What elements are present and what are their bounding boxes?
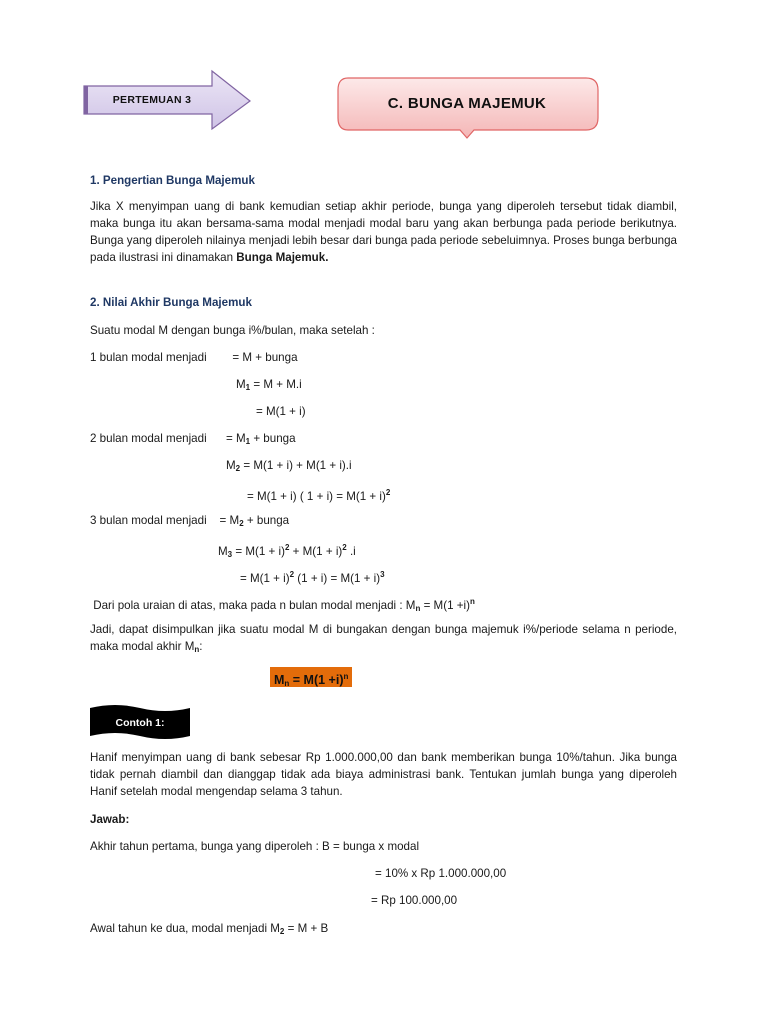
derivation-line-8 [218, 539, 356, 563]
section1-paragraph [90, 198, 677, 266]
m-symbol: M [218, 545, 228, 558]
expression: = M + M.i [250, 378, 302, 391]
derivation-line-2 [236, 376, 302, 396]
expression: = M + B [284, 922, 329, 935]
expression: + M(1 + i) [289, 545, 343, 558]
expression: + bunga [243, 514, 290, 527]
expression: 2 bulan modal menjadi = M [90, 432, 246, 445]
conclusion-text: : [199, 640, 203, 653]
superscript: 2 [342, 543, 347, 552]
section1-bold-term: Bunga Majemuk. [236, 251, 329, 264]
expression: = M(1 + i) [232, 545, 285, 558]
expression: = M(1 + i) ( 1 + i) = M(1 + i) [247, 490, 386, 503]
expression: (1 + i) = M(1 + i) [294, 572, 381, 585]
derivation-line-5 [226, 457, 352, 477]
superscript: 2 [284, 543, 290, 552]
title-callout [336, 76, 602, 142]
superscript: n [469, 597, 475, 606]
subscript: 3 [227, 550, 233, 559]
conclusion-paragraph [90, 621, 677, 658]
pattern-line [90, 593, 475, 617]
superscript: n [343, 672, 349, 681]
derivation-line-9 [240, 566, 385, 587]
derivation-line-3: = M(1 + i) [256, 405, 306, 418]
answer-label: Jawab: [90, 813, 130, 826]
subscript: 1 [245, 437, 251, 446]
derivation-line-1: 1 bulan modal menjadi = M + bunga [90, 351, 298, 364]
expression: = M(1 + i) [240, 572, 290, 585]
section1-text: Jika X menyimpan uang di bank kemudian setiap akhir periode, bunga yang diperoleh tersebut tidak diambil, maka bunga itu akan bersama-sama modal menjadi modal baru yang akan berbunga pada periode berikutnya. Bunga yang diperoleh nilainya menjadi lebih besar dari bunga pada periode sebeluimnya. Proses bunga berbunga pada ilustrasi ini dinamakan [90, 200, 677, 264]
subscript: n [284, 679, 290, 688]
derivation-line-6 [247, 484, 390, 505]
subscript: 2 [279, 927, 285, 936]
subscript: 2 [235, 464, 241, 473]
meeting-arrow [78, 68, 254, 132]
meeting-label: PERTEMUAN 3 [112, 94, 192, 106]
superscript: 3 [380, 570, 385, 579]
solution-line-4 [90, 920, 328, 940]
conclusion-text: Jadi, dapat disimpulkan jika suatu modal M di bungakan dengan bunga majemuk i%/periode selama n periode, maka modal akhir M [90, 623, 677, 653]
expression: + bunga [250, 432, 296, 445]
subscript: 1 [245, 383, 251, 392]
expression: = M(1 +i) [289, 673, 344, 687]
superscript: 2 [385, 488, 391, 497]
subscript: n [415, 604, 421, 613]
superscript: 2 [289, 570, 295, 579]
example-problem: Hanif menyimpan uang di bank sebesar Rp 1.000.000,00 dan bank memberikan bunga 10%/tahun. Jika bunga tidak pernah diambil dan dianggap tidak ada biaya administrasi bank. Tentukan jumlah bunga yang diperoleh Hanif setelah modal mengendap selama 3 tahun. [90, 751, 677, 798]
subscript: 2 [239, 519, 244, 528]
derivation-line-4 [90, 430, 296, 450]
expression: .i [346, 545, 356, 558]
example-banner [90, 704, 190, 742]
solution-line-2: = 10% x Rp 1.000.000,00 [375, 867, 507, 880]
page-title: C. BUNGA MAJEMUK [387, 94, 547, 112]
section2-title: 2. Nilai Akhir Bunga Majemuk [90, 296, 252, 309]
solution-line-1: Akhir tahun pertama, bunga yang diperoleh : B = bunga x modal [90, 840, 420, 853]
m-symbol: M [236, 378, 246, 391]
section2-intro: Suatu modal M dengan bunga i%/bulan, maka setelah : [90, 324, 375, 337]
expression: = M(1 + i) + M(1 + i).i [240, 459, 352, 472]
section1-title: 1. Pengertian Bunga Majemuk [90, 174, 255, 187]
expression: Dari pola uraian di atas, maka pada n bulan modal menjadi : M [90, 599, 416, 612]
subscript: n [194, 645, 200, 654]
m-symbol: M [226, 459, 236, 472]
example-banner-label: Contoh 1: [115, 717, 165, 729]
expression: Awal tahun ke dua, modal menjadi M [90, 922, 280, 935]
expression: 3 bulan modal menjadi = M [90, 514, 240, 527]
expression: = M(1 +i) [420, 599, 470, 612]
solution-line-3: = Rp 100.000,00 [371, 894, 458, 907]
final-formula [270, 667, 352, 687]
m-symbol: M [274, 673, 285, 687]
derivation-line-7 [90, 512, 289, 532]
